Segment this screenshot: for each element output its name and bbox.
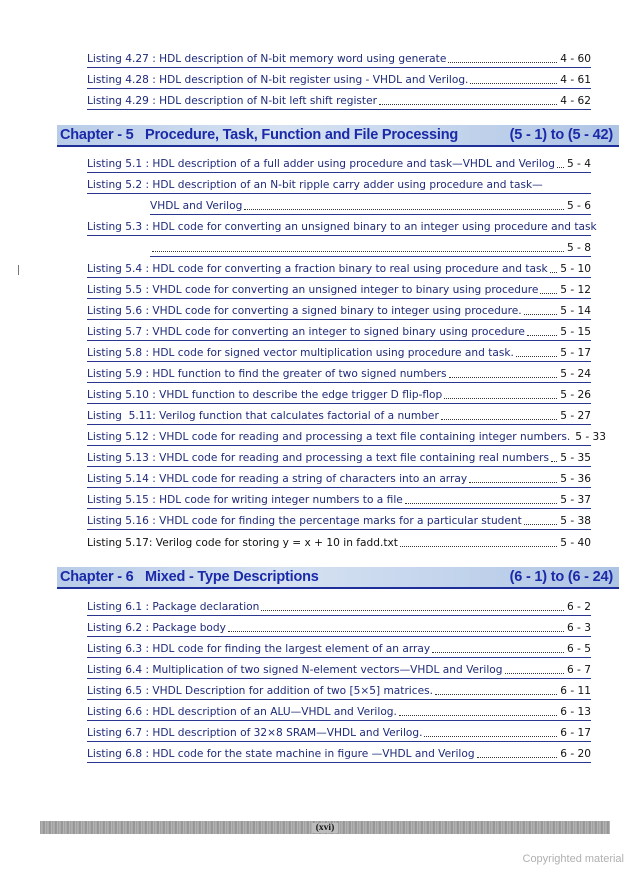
- entry-page: 5 - 17: [560, 347, 591, 359]
- entry-text: Listing 5.12 : VHDL code for reading and processing a text file containing integer numbers.: [87, 431, 571, 443]
- toc-entry-5-14[interactable]: [87, 470, 591, 488]
- entry-text: Listing 5.15 : HDL code for writing integer numbers to a file: [87, 494, 403, 506]
- entry-text: Listing 5.13 : VHDL code for reading and processing a text file containing real numbers: [87, 452, 550, 464]
- entry-page: 5 - 27: [560, 410, 591, 422]
- entry-text: Listing 5.7 : VHDL code for converting an integer to signed binary using procedure: [87, 326, 525, 338]
- leader-dots: [400, 546, 557, 547]
- toc-entry-5-3-cont[interactable]: [150, 239, 591, 257]
- entry-page: 4 - 60: [560, 53, 591, 65]
- entry-text: Listing 6.6 : HDL description of an ALU—VHDL and Verilog.: [87, 706, 397, 718]
- leader-dots: [540, 293, 557, 294]
- leader-dots: [527, 335, 557, 336]
- copyright-watermark: Copyrighted material: [522, 853, 624, 865]
- entry-page: 6 - 2: [566, 601, 591, 613]
- toc-entry-6-2[interactable]: [87, 619, 591, 637]
- toc-entry-6-7[interactable]: [87, 724, 591, 742]
- entry-page: 5 - 4: [566, 158, 591, 170]
- leader-dots: [424, 736, 557, 737]
- entry-text: Listing 5.6 : VHDL code for converting a signed binary to integer using procedure.: [87, 305, 522, 317]
- toc-entry-4-28[interactable]: [87, 71, 591, 89]
- leader-dots: [557, 167, 564, 168]
- toc-entry-5-9[interactable]: [87, 365, 591, 383]
- leader-dots: [441, 419, 557, 420]
- leader-dots: [432, 652, 564, 653]
- leader-dots: [551, 461, 557, 462]
- toc-entry-6-6[interactable]: [87, 703, 591, 721]
- leader-dots: [550, 272, 558, 273]
- chapter-title: Chapter - 6 Mixed - Type Descriptions: [60, 569, 319, 585]
- leader-dots: [379, 104, 557, 105]
- leader-dots: [524, 314, 558, 315]
- toc-entry-6-5[interactable]: [87, 682, 591, 700]
- entry-text: Listing 5.1 : HDL description of a full adder using procedure and task—VHDL and Verilog: [87, 158, 556, 170]
- entry-page: 5 - 33: [575, 431, 607, 443]
- entry-page: 6 - 3: [566, 622, 591, 634]
- entry-page: 5 - 15: [560, 326, 591, 338]
- leader-dots: [477, 757, 558, 758]
- entry-text: Listing 6.4 : Multiplication of two signed N-element vectors—VHDL and Verilog: [87, 664, 503, 676]
- chapter-5-heading[interactable]: [57, 125, 619, 147]
- chapter-page-range: (5 - 1) to (5 - 42): [509, 127, 613, 143]
- entry-text: Listing 5.8 : HDL code for signed vector multiplication using procedure and task.: [87, 347, 514, 359]
- entry-text: Listing 5.3 : HDL code for converting an unsigned binary to an integer using procedure and task: [87, 221, 597, 233]
- toc-entry-5-2-cont[interactable]: [150, 197, 591, 215]
- toc-entry-5-11[interactable]: [87, 407, 591, 425]
- entry-text: Listing 6.7 : HDL description of 32×8 SRAM—VHDL and Verilog.: [87, 727, 423, 739]
- leader-dots: [228, 631, 564, 632]
- entry-text: Listing 5.9 : HDL function to find the greater of two signed numbers: [87, 368, 447, 380]
- leader-dots: [505, 673, 564, 674]
- entry-page: 6 - 13: [560, 706, 591, 718]
- entry-text: Listing 6.1 : Package declaration: [87, 601, 260, 613]
- entry-page: 4 - 61: [560, 74, 591, 86]
- entry-text: Listing 6.5 : VHDL Description for addition of two [5×5] matrices.: [87, 685, 433, 697]
- entry-page: 6 - 17: [560, 727, 591, 739]
- entry-page: 5 - 40: [560, 537, 591, 549]
- toc-entry-4-29[interactable]: [87, 92, 591, 110]
- entry-text: Listing 5.11: Verilog function that calculates factorial of a number: [87, 410, 439, 422]
- entry-text: Listing 4.27 : HDL description of N-bit memory word using generate: [87, 53, 447, 65]
- entry-page: 5 - 10: [560, 263, 591, 275]
- entry-text: Listing 5.16 : VHDL code for finding the percentage marks for a particular student: [87, 515, 522, 527]
- leader-dots: [516, 356, 557, 357]
- leader-dots: [469, 482, 557, 483]
- toc-entry-6-3[interactable]: [87, 640, 591, 658]
- page-number: (xvi): [312, 823, 338, 833]
- entry-page: 5 - 26: [560, 389, 591, 401]
- leader-dots: [261, 610, 564, 611]
- leader-dots: [470, 83, 557, 84]
- toc-entry-5-4[interactable]: [87, 260, 591, 278]
- leader-dots: [405, 503, 557, 504]
- entry-page: 5 - 12: [560, 284, 591, 296]
- toc-entry-5-8[interactable]: [87, 344, 591, 362]
- entry-text: Listing 5.4 : HDL code for converting a fraction binary to real using procedure and task: [87, 263, 548, 275]
- toc-entry-5-10[interactable]: [87, 386, 591, 404]
- entry-text: Listing 5.10 : VHDL function to describe the edge trigger D flip-flop: [87, 389, 443, 401]
- toc-entry-6-1[interactable]: [87, 598, 591, 616]
- entry-text: Listing 4.29 : HDL description of N-bit left shift register: [87, 95, 377, 107]
- entry-text: Listing 6.8 : HDL code for the state machine in figure —VHDL and Verilog: [87, 748, 475, 760]
- leader-dots: [448, 62, 557, 63]
- entry-page: 5 - 8: [566, 242, 591, 254]
- entry-page: 5 - 6: [566, 200, 591, 212]
- chapter-page-range: (6 - 1) to (6 - 24): [509, 569, 613, 585]
- entry-page: 4 - 62: [560, 95, 591, 107]
- entry-text: Listing 4.28 : HDL description of N-bit register using - VHDL and Verilog.: [87, 74, 469, 86]
- toc-entry-5-15[interactable]: [87, 491, 591, 509]
- entry-page: 5 - 14: [560, 305, 591, 317]
- entry-text: Listing 5.5 : VHDL code for converting an unsigned integer to binary using procedure: [87, 284, 539, 296]
- toc-entry-6-8[interactable]: [87, 745, 591, 763]
- leader-dots: [444, 398, 557, 399]
- entry-text: Listing 5.17: Verilog code for storing y = x + 10 in fadd.txt: [87, 537, 398, 549]
- toc-entry-6-4[interactable]: [87, 661, 591, 679]
- entry-text: Listing 6.2 : Package body: [87, 622, 226, 634]
- toc-entry-4-27[interactable]: [87, 50, 591, 68]
- toc-entry-5-6[interactable]: [87, 302, 591, 320]
- toc-entry-5-2[interactable]: [87, 176, 591, 194]
- leader-dots: [524, 524, 557, 525]
- entry-page: 6 - 5: [566, 643, 591, 655]
- toc-entry-5-13[interactable]: [87, 449, 591, 467]
- toc-entry-5-7[interactable]: [87, 323, 591, 341]
- leader-dots: [152, 251, 564, 252]
- entry-page: 6 - 20: [560, 748, 591, 760]
- entry-page: 6 - 11: [560, 685, 591, 697]
- entry-text: Listing 5.14 : VHDL code for reading a string of characters into an array: [87, 473, 468, 485]
- toc-entry-5-1[interactable]: [87, 155, 591, 173]
- chapter-6-heading[interactable]: [57, 567, 619, 589]
- entry-page: 5 - 24: [560, 368, 591, 380]
- entry-text: Listing 6.3 : HDL code for finding the largest element of an array: [87, 643, 431, 655]
- leader-dots: [435, 694, 557, 695]
- entry-page: 5 - 38: [560, 515, 591, 527]
- entry-page: 5 - 37: [560, 494, 591, 506]
- leader-dots: [399, 715, 557, 716]
- toc-entry-5-12[interactable]: [87, 428, 607, 446]
- margin-mark: [18, 265, 19, 275]
- leader-dots: [449, 377, 558, 378]
- entry-page: 5 - 35: [560, 452, 591, 464]
- entry-text: Listing 5.2 : HDL description of an N-bit ripple carry adder using procedure and task—: [87, 179, 543, 191]
- footer-bar: [40, 821, 610, 834]
- toc-entry-5-3[interactable]: [87, 218, 597, 236]
- entry-text: VHDL and Verilog: [150, 200, 243, 212]
- leader-dots: [244, 209, 564, 210]
- entry-page: 6 - 7: [566, 664, 591, 676]
- toc-entry-5-5[interactable]: [87, 281, 591, 299]
- chapter-title: Chapter - 5 Procedure, Task, Function and File Processing: [60, 127, 459, 143]
- toc-entry-5-16[interactable]: [87, 512, 591, 530]
- toc-entry-5-17[interactable]: [87, 533, 591, 551]
- entry-page: 5 - 36: [560, 473, 591, 485]
